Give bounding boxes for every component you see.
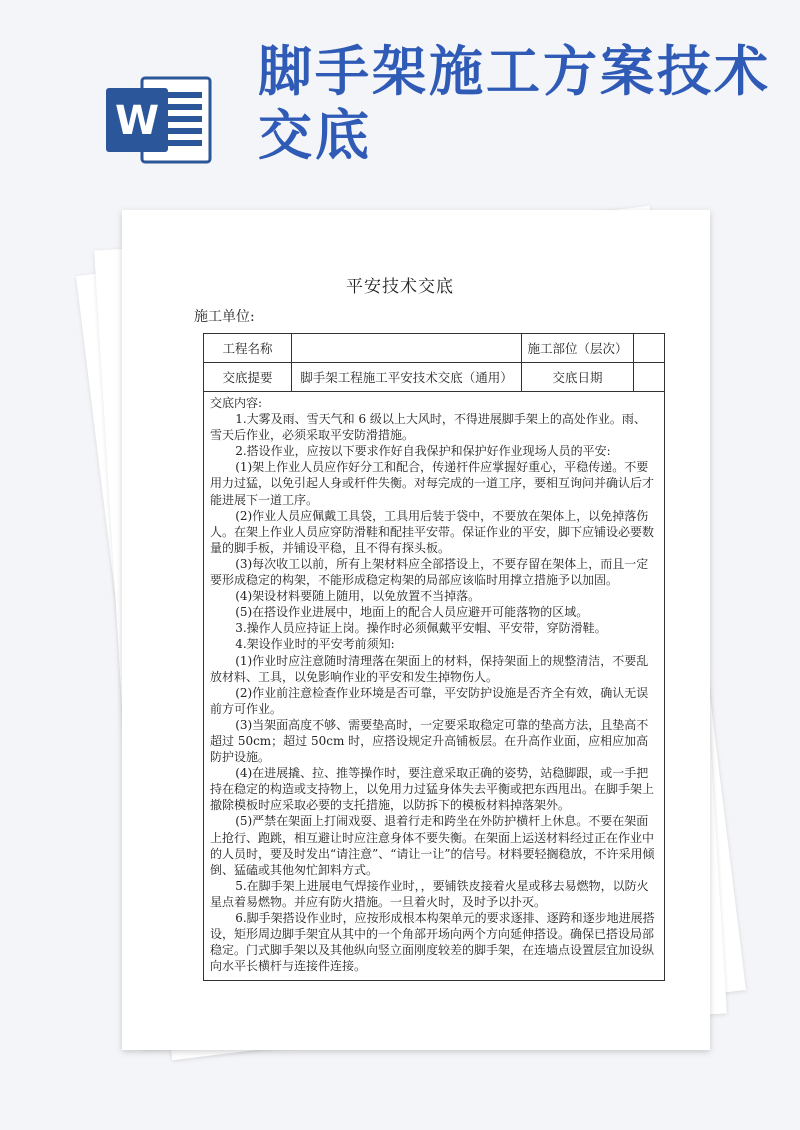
- summary-label: 交底提要: [204, 363, 292, 391]
- banner-title: 脚手架施工方案技术交底: [258, 40, 771, 167]
- handover-date-value: [634, 363, 664, 391]
- construction-unit-label: 施工单位:: [194, 309, 255, 325]
- content-paragraph: (1)架上作业人员应作好分工和配合，传递杆件应掌握好重心，平稳传递。不要用力过猛，以免引起人身或杆件失衡。对每完成的一道工序，要相互询问并确认后才能进展下一道工序。: [210, 460, 655, 507]
- content-paragraph: 6.脚手架搭设作业时，应按形成根本构架单元的要求逐排、逐跨和逐步地进展搭设，矩形周边脚手架宜从其中的一个角部开场向两个方向延伸搭设。确保已搭设局部稳定。门式脚手架以及其他纵向竖立面刚度较差的脚手架，在连墙点设置层宜加设纵向水平长横杆与连接件连接。: [210, 911, 655, 974]
- word-document-icon: [100, 70, 220, 170]
- content-paragraph: (5)在搭设作业进展中，地面上的配合人员应避开可能落物的区域。: [235, 605, 589, 620]
- document-title: 平安技术交底: [346, 277, 454, 297]
- content-paragraph: (5)严禁在架面上打闹戏耍、退着行走和跨坐在外防护横杆上休息。不要在架面上抢行、跑跳，相互避让时应注意身体不要失衡。在架面上运送材料经过正在作业中的人员时，要及时发出“请注意”、“请让一让”的信号。材料要轻搁稳放，不许采用倾倒、猛磕或其他匆忙卸料方式。: [210, 814, 655, 877]
- content-paragraph: (4)在进展撬、拉、推等操作时，要注意采取正确的姿势，站稳脚跟，或一手把持在稳定的构造或支持物上，以免用力过猛身体失去平衡或把东西甩出。在脚手架上撤除模板时应采取必要的支托措施，以防拆下的模板材料掉落架外。: [210, 766, 655, 813]
- content-paragraph: (1)作业时应注意随时清理落在架面上的材料，保持架面上的规整清洁，不要乱放材料、工具，以免影响作业的平安和发生掉物伤人。: [210, 653, 649, 684]
- content-paragraph: (3)每次收工以前，所有上架材料应全部搭设上，不要存留在架体上，而且一定要形成稳定的构架，不能形成稳定构架的局部应该临时用撑立措施予以加固。: [210, 556, 649, 588]
- content-paragraph: 1.大雾及雨、雪天气和 6 级以上大风时，不得进展脚手架上的高处作业。雨、雪天后作业，必须采取平安防滑措施。: [210, 412, 646, 443]
- construction-part-label: 施工部位（层次）: [522, 334, 634, 362]
- content-paragraph: 3.操作人员应持证上岗。操作时必须佩戴平安帽、平安带，穿防滑鞋。: [235, 621, 607, 636]
- content-paragraph: 5.在脚手架上进展电气焊接作业时，，要铺铁皮接着火星或移去易燃物，以防火星点着易燃物。并应有防火措施。一旦着火时，及时予以扑灭。: [210, 878, 649, 909]
- handover-table: [203, 333, 665, 981]
- project-name-value: [292, 334, 522, 362]
- table-row: [204, 334, 664, 363]
- project-name-label: 工程名称: [204, 334, 292, 362]
- content-paragraph: (2)作业人员应佩戴工具袋，工具用后装于袋中，不要放在架体上，以免掉落伤人。在架上作业人员应穿防滑鞋和配挂平安带。保证作业的平安，脚下应铺设必要数量的脚手板，并铺设平稳，且不得有探头板。: [210, 508, 655, 555]
- table-row: [204, 363, 664, 392]
- construction-part-value: [634, 334, 664, 362]
- content-paragraph: (2)作业前注意检查作业环境是否可靠，平安防护设施是否齐全有效，确认无误前方可作业。: [210, 685, 649, 716]
- summary-value: 脚手架工程施工平安技术交底（通用）: [292, 363, 522, 391]
- content-paragraph: 2.搭设作业，应按以下要求作好自我保护和保护好作业现场人员的平安:: [235, 444, 611, 459]
- handover-content: [204, 392, 664, 980]
- content-paragraph: (3)当架面高度不够、需要垫高时，一定要采取稳定可靠的垫高方法，且垫高不超过 50cm；超过 50cm 时，应搭设规定升高铺板层。在升高作业面，应相应加高防护设施。: [210, 717, 649, 765]
- content-heading: 交底内容:: [210, 396, 263, 410]
- svg-text:W: W: [114, 98, 160, 144]
- content-paragraph: (4)架设材料要随上随用，以免放置不当掉落。: [235, 589, 481, 604]
- handover-date-label: 交底日期: [522, 363, 634, 391]
- content-paragraph: 4.架设作业时的平安考前须知:: [235, 637, 395, 652]
